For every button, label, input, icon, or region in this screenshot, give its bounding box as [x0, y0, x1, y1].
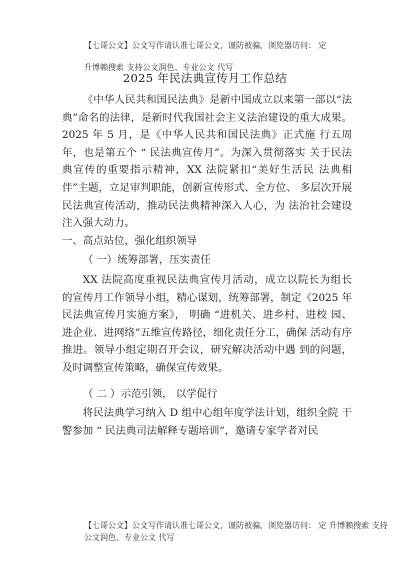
- subsection-heading-2: （ 二 ）示范引领， 以学促行: [82, 387, 218, 400]
- header-watermark-note: [84, 40, 384, 72]
- section-heading-1: 一、高点站位，强化组织领导: [62, 234, 198, 247]
- subsection-heading-1: （ 一）统筹部署，压实责任: [82, 254, 211, 267]
- spacer: [62, 378, 352, 384]
- header-line-1: 【七哥公文】公文写作请认准七哥公文，谨防被骗，浏览器访问： 定: [84, 41, 327, 50]
- intro-paragraph: 《中华人民共和国民法典》是新中国成立以来第一部以“法典”命名的法律，是新时代我国社会主义法治建设的重大成果。2025 年 5 月，是《中华人民共和国民法典》正式施 行五周年，也是第五个 “ 民法典宣传月”。为深入贯彻落实 关于民法典宣传的重要指示精神，XX 法院紧扣“美好生活民 法典相伴”主题，立足审判职能，创新宣传形式、全方位、 多层次开展民法典宣传活动，推动民法典精神深入人心，为 法治社会建设注入强大动力。: [62, 94, 352, 230]
- document-title: 2025 年民法典宣传月工作总结: [122, 71, 288, 85]
- body-paragraph-2: 将民法典学习纳入 D 组中心组年度学法计划，组织全院 干警参加 “ 民法典司法解释专题培训”，邀请专家学者对民: [62, 407, 352, 437]
- header-line-2: 升博赖搜索 支持公文润色、专业公文 代写: [84, 63, 234, 72]
- body-paragraph-1: XX 法院高度重视民法典宣传月活动，成立以院长为组长 的宣传月工作领导小组，精心谋划，统筹部署，制定《2025 年民法典宣传月实施方案》， 明确 “进机关、进乡村、进校 园、进企业、进网络”五维宣传路径，细化责任分工，确保 活动有序推进。领导小组定期召开会议，研究解决活动中遇 到的问题，及时调整宣传策略，确保宣传效果。: [62, 273, 352, 374]
- footer-line-1: 【七哥公文】公文写作请认准七哥公文，谨防被骗，浏览器访问： 定 升博赖搜索 支持: [84, 521, 388, 530]
- footer-watermark-note: [84, 520, 388, 544]
- footer-line-2: 公文润色、专业公文 代写: [84, 533, 175, 542]
- document-body: [62, 92, 352, 440]
